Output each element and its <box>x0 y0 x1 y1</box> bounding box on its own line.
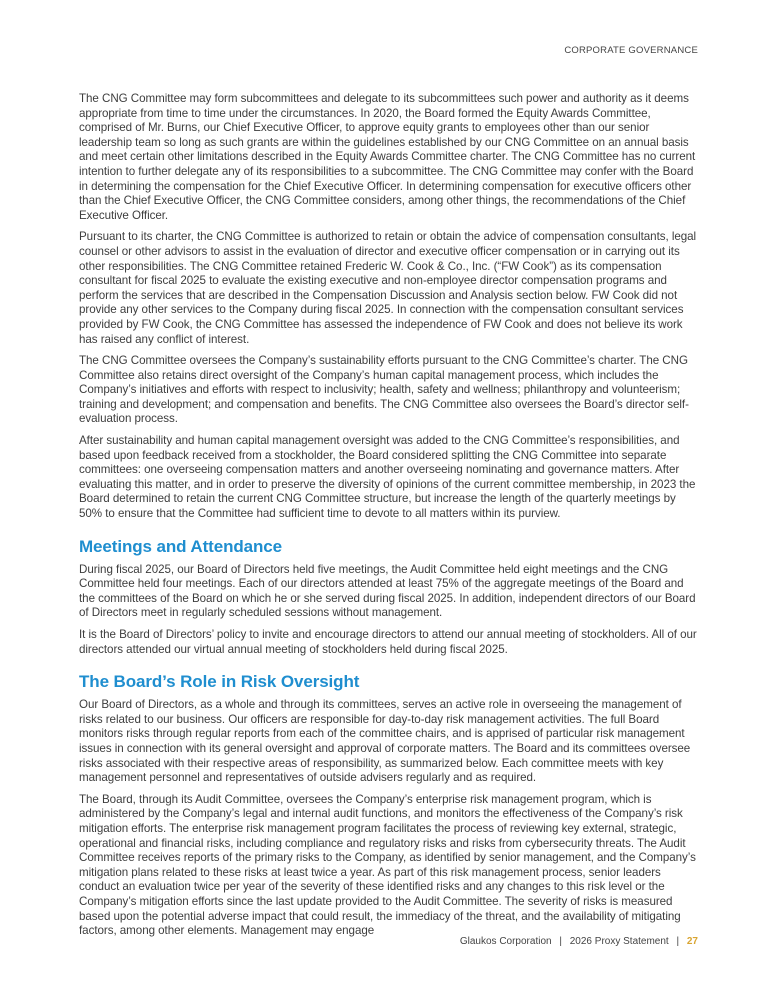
footer-document: 2026 Proxy Statement <box>569 936 669 947</box>
paragraph-cng-structure: After sustainability and human capital management oversight was added to the CNG Committee’s responsibilities, and based upon feedback received from a stockholder, the Board considered splitting the CNG Committee into separate committees: one overseeing compensation matters and another overseeing nominating and governance matters. After evaluating this matter, and in order to preserve the diversity of opinions of the current committee membership, in 2023 the Board determined to retain the current CNG Committee structure, but increase the length of the quarterly meetings by 50% to ensure that the Committee had sufficient time to devote to all matters within its purview. <box>79 434 696 521</box>
footer-separator: | <box>559 936 562 947</box>
page-footer <box>460 936 698 947</box>
paragraph-risk-overview: Our Board of Directors, as a whole and through its committees, serves an active role in overseeing the management of risks related to our business. Our officers are responsible for day-to-day risk management activities. The full Board monitors risks through regular reports from each of the committee chairs, and is apprised of particular risk management issues in connection with its general oversight and approval of corporate matters. The Board and its committees oversee risks associated with their respective areas of responsibility, as summarized below. Each committee meets with key management personnel and representatives of outside advisers regularly and as required. <box>79 698 691 785</box>
paragraph-cng-sustainability: The CNG Committee oversees the Company’s sustainability efforts pursuant to the CNG Committee’s charter. The CNG Committee also retains direct oversight of the Company’s human capital management process, which includes the Company’s initiatives and efforts with respect to inclusivity; health, safety and wellness; philanthropy and volunteerism; training and development; and compensation and benefits. The CNG Committee also oversees the Board’s director self-evaluation process. <box>79 354 689 426</box>
heading-meetings-attendance: Meetings and Attendance <box>79 536 282 556</box>
paragraph-annual-meeting-policy: It is the Board of Directors’ policy to invite and encourage directors to attend our annual meeting of stockholders. All of our directors attended our virtual annual meeting of stockholders held during fiscal 2025. <box>79 628 697 656</box>
paragraph-cng-subcommittees: The CNG Committee may form subcommittees and delegate to its subcommittees such power and authority as it deems appropriate from time to time under the circumstances. In 2020, the Board formed the Equity Awards Committee, comprised of Mr. Burns, our Chief Executive Officer, to approve equity grants to employees other than our senior leadership team so long as such grants are within the guidelines established by our CNG Committee on an annual basis and meet certain other limitations described in the Equity Awards Committee charter. The CNG Committee has no current intention to further delegate any of its responsibilities to a subcommittee. The CNG Committee may confer with the Board in determining the compensation for the Chief Executive Officer. In determining compensation for executive officers other than the Chief Executive Officer, the CNG Committee considers, among other things, the recommendations of the Chief Executive Officer. <box>79 92 696 222</box>
page-number: 27 <box>686 936 698 947</box>
paragraph-meetings-held: During fiscal 2025, our Board of Directors held five meetings, the Audit Committee held eight meetings and the CNG Committee held four meetings. Each of our directors attended at least 75% of the aggregate meetings of the Board and the committees of the Board on which he or she served during fiscal 2025. In addition, independent directors of our Board of Directors meet in regularly scheduled sessions without management. <box>79 562 696 620</box>
paragraph-enterprise-risk: The Board, through its Audit Committee, oversees the Company’s enterprise risk management program, which is administered by the Company’s legal and internal audit functions, and monitors the effectiveness of the Company’s risk mitigation efforts. The enterprise risk management program facilitates the process of reviewing key external, strategic, operational and financial risks, including compliance and regulatory risks and risks from cybersecurity threats. The Audit Committee receives reports of the primary risks to the Company, as identified by senior management, and the Company’s mitigation plans related to these risks at least twice a year. As part of this risk management process, senior leaders conduct an evaluation twice per year of the severity of these identified risks and any changes to this risk level or the Company’s mitigation efforts since the last update provided to the Audit Committee. The severity of risks is measured based upon the potential adverse impact that could result, the immediacy of the threat, and the availability of mitigating factors, among other elements. Management may engage <box>79 792 696 938</box>
running-header: CORPORATE GOVERNANCE <box>564 45 698 56</box>
page-content <box>79 92 699 946</box>
heading-risk-oversight: The Board’s Role in Risk Oversight <box>79 672 360 692</box>
footer-separator: | <box>676 936 680 947</box>
footer-company: Glaukos Corporation <box>459 936 552 947</box>
paragraph-cng-consultants: Pursuant to its charter, the CNG Committee is authorized to retain or obtain the advice of compensation consultants, legal counsel or other advisors to assist in the evaluation of director and executive officer compensation or in carrying out its other responsibilities. The CNG Committee retained Frederic W. Cook & Co., Inc. (“FW Cook”) as its compensation consultant for fiscal 2025 to evaluate the existing executive and non-employee director compensation programs and perform the services that are described in the Compensation Discussion and Analysis section below. FW Cook did not provide any other services to the Company during fiscal 2025. In connection with the compensation consultant services provided by FW Cook, the CNG Committee has assessed the independence of FW Cook and does not believe its work has raised any conflict of interest. <box>79 230 697 346</box>
